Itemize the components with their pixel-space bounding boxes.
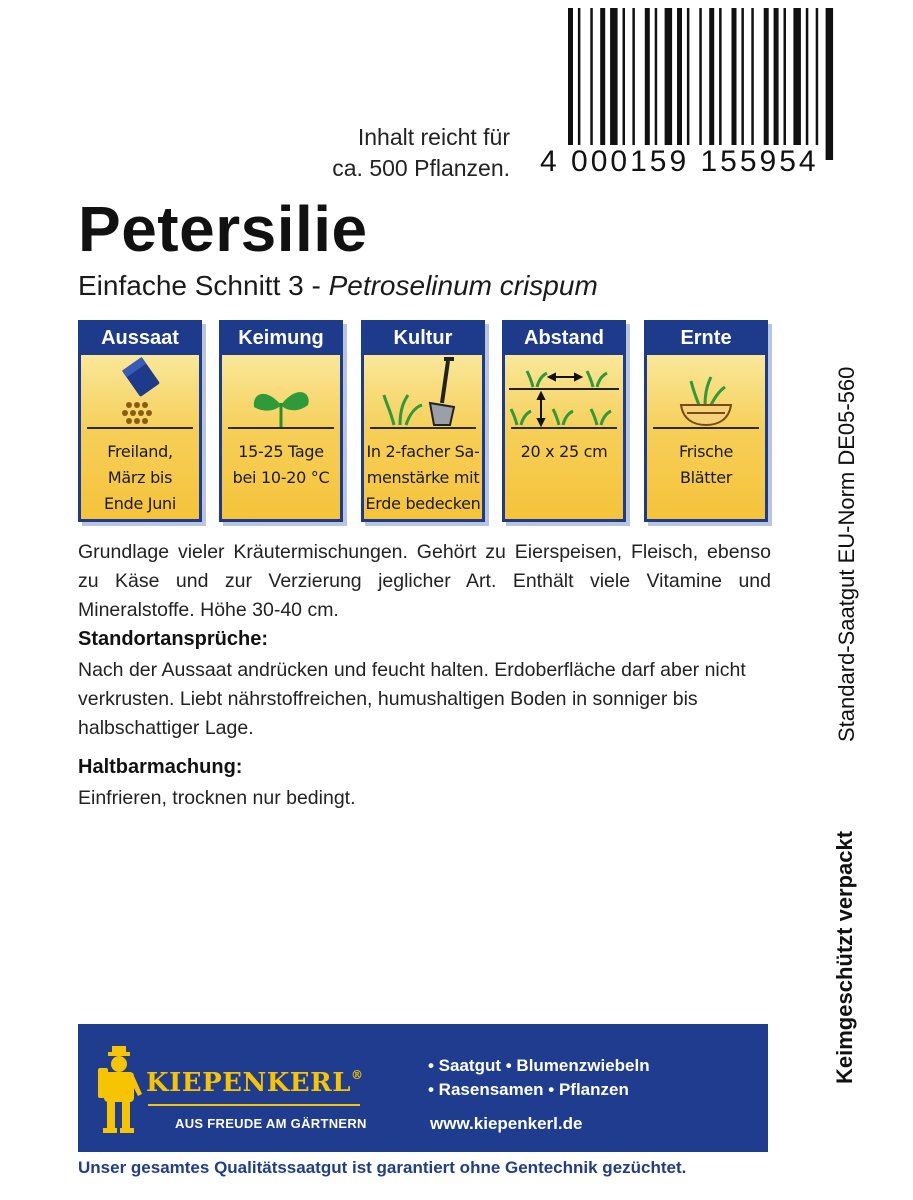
barcode-bar (806, 8, 809, 160)
product-subtitle (78, 270, 598, 302)
product-range-line2: • Rasensamen • Pflanzen (428, 1080, 629, 1099)
panel-aussaat (78, 320, 202, 522)
panel-line: In 2-facher Sa- (366, 442, 480, 461)
panel-line: 15-25 Tage (238, 442, 324, 461)
barcode-bar (590, 8, 593, 160)
contents-note-line1: Inhalt reicht für (357, 124, 510, 150)
barcode-bar (645, 8, 650, 160)
barcode-bar (568, 8, 573, 160)
barcode-bar (826, 8, 834, 160)
variety-name: Einfache Schnitt 3 - (78, 270, 329, 301)
panel-ground-line (653, 427, 759, 429)
standort-text: Nach der Aussaat andrücken und feucht halten. Erdoberfläche darf aber nicht verkrusten. Liebt nährstoffreichen, humushaltigen Boden in sonniger bis halbschattiger Lage. (78, 659, 746, 739)
panel-text (222, 439, 340, 491)
spacing-icon (505, 355, 623, 427)
panel-text (647, 439, 765, 491)
panel-line: Erde bedecken (365, 494, 481, 513)
panel-text (364, 439, 482, 517)
barcode-bar (610, 8, 618, 160)
brand-slogan: AUS FREUDE AM GÄRTNERN (175, 1116, 367, 1131)
haltbar-heading: Haltbarmachung: (78, 756, 243, 778)
panel-keimung (219, 320, 343, 522)
product-range-line1: • Saatgut • Blumenzwiebeln (428, 1056, 650, 1075)
barcode-bar (623, 8, 626, 160)
harvest-bowl-icon (647, 355, 765, 427)
panel-line: bei 10-20 °C (232, 468, 330, 487)
packaging-label: Keimgeschützt verpackt (832, 830, 857, 1084)
panel-line: menstärke mit (366, 468, 480, 487)
cultivation-panels (78, 320, 768, 522)
product-description: Grundlage vieler Kräutermischungen. Gehört zu Eierspeisen, Fleisch, ebenso zu Käse und zur Verzierung jeglicher Art. Enthält viele Vitamine und Mineralstoffe. Höhe 30-40 cm. (78, 541, 771, 621)
panel-ground-line (228, 427, 334, 429)
barcode-bar (655, 8, 658, 160)
product-title: Petersilie (78, 193, 368, 265)
latin-name: Petroselinum crispum (328, 270, 598, 301)
barcode-bar (709, 8, 714, 160)
brand-divider (148, 1104, 360, 1106)
panel-heading: Keimung (222, 323, 340, 355)
barcode-bar (774, 8, 779, 160)
panel-line: Ende Juni (103, 494, 177, 513)
gmo-free-guarantee: Unser gesamtes Qualitätssaatgut ist garantiert ohne Gentechnik gezüchtet. (78, 1158, 687, 1177)
seed-packet-icon (81, 355, 199, 427)
barcode-number: 4 000159 155954 (540, 145, 819, 178)
shovel-icon (364, 355, 482, 427)
sprout-icon (222, 355, 340, 427)
panel-line: März bis (107, 468, 173, 487)
barcode-bar (665, 8, 673, 160)
panel-line: Blätter (679, 468, 733, 487)
product-range (428, 1054, 650, 1102)
brand-name: KIEPENKERL® (146, 1068, 364, 1098)
panel-heading: Aussaat (81, 323, 199, 355)
panel-heading: Kultur (364, 323, 482, 355)
brand-footer (78, 1024, 768, 1152)
barcode-bar (600, 8, 605, 160)
barcode (566, 8, 842, 160)
panel-line: Freiland, (107, 442, 173, 461)
contents-note-line2: ca. 500 Pflanzen. (332, 155, 510, 181)
barcode-bar (751, 8, 754, 160)
website-link[interactable]: www.kiepenkerl.de (430, 1114, 583, 1133)
seed-standard-label: Standard-Saatgut EU-Norm DE05-560 (834, 366, 859, 742)
panel-ground-line (370, 427, 476, 429)
barcode-bar (687, 8, 690, 160)
haltbar-text: Einfrieren, trocknen nur bedingt. (78, 787, 356, 809)
registered-mark: ® (351, 1068, 364, 1082)
barcode-bar (632, 8, 635, 160)
panel-line: Frische (678, 442, 734, 461)
barcode-bar (677, 8, 682, 160)
panel-kultur (361, 320, 485, 522)
barcode-bar (793, 8, 801, 160)
barcode-bar (699, 8, 702, 160)
panel-ground-line (511, 427, 617, 429)
barcode-bar (816, 8, 819, 160)
barcode-bar (578, 8, 581, 160)
panel-ernte (644, 320, 768, 522)
panel-line: 20 x 25 cm (520, 442, 608, 461)
panel-text (505, 439, 623, 465)
contents-note (300, 122, 510, 184)
panel-ground-line (87, 427, 193, 429)
barcode-bar (741, 8, 744, 160)
barcode-bar (719, 8, 722, 160)
barcode-bar (764, 8, 769, 160)
panel-heading: Abstand (505, 323, 623, 355)
standort-heading: Standortansprüche: (78, 628, 269, 650)
barcode-bar (784, 8, 787, 160)
panel-text (81, 439, 199, 517)
panel-heading: Ernte (647, 323, 765, 355)
panel-abstand (502, 320, 626, 522)
barcode-bar (732, 8, 737, 160)
